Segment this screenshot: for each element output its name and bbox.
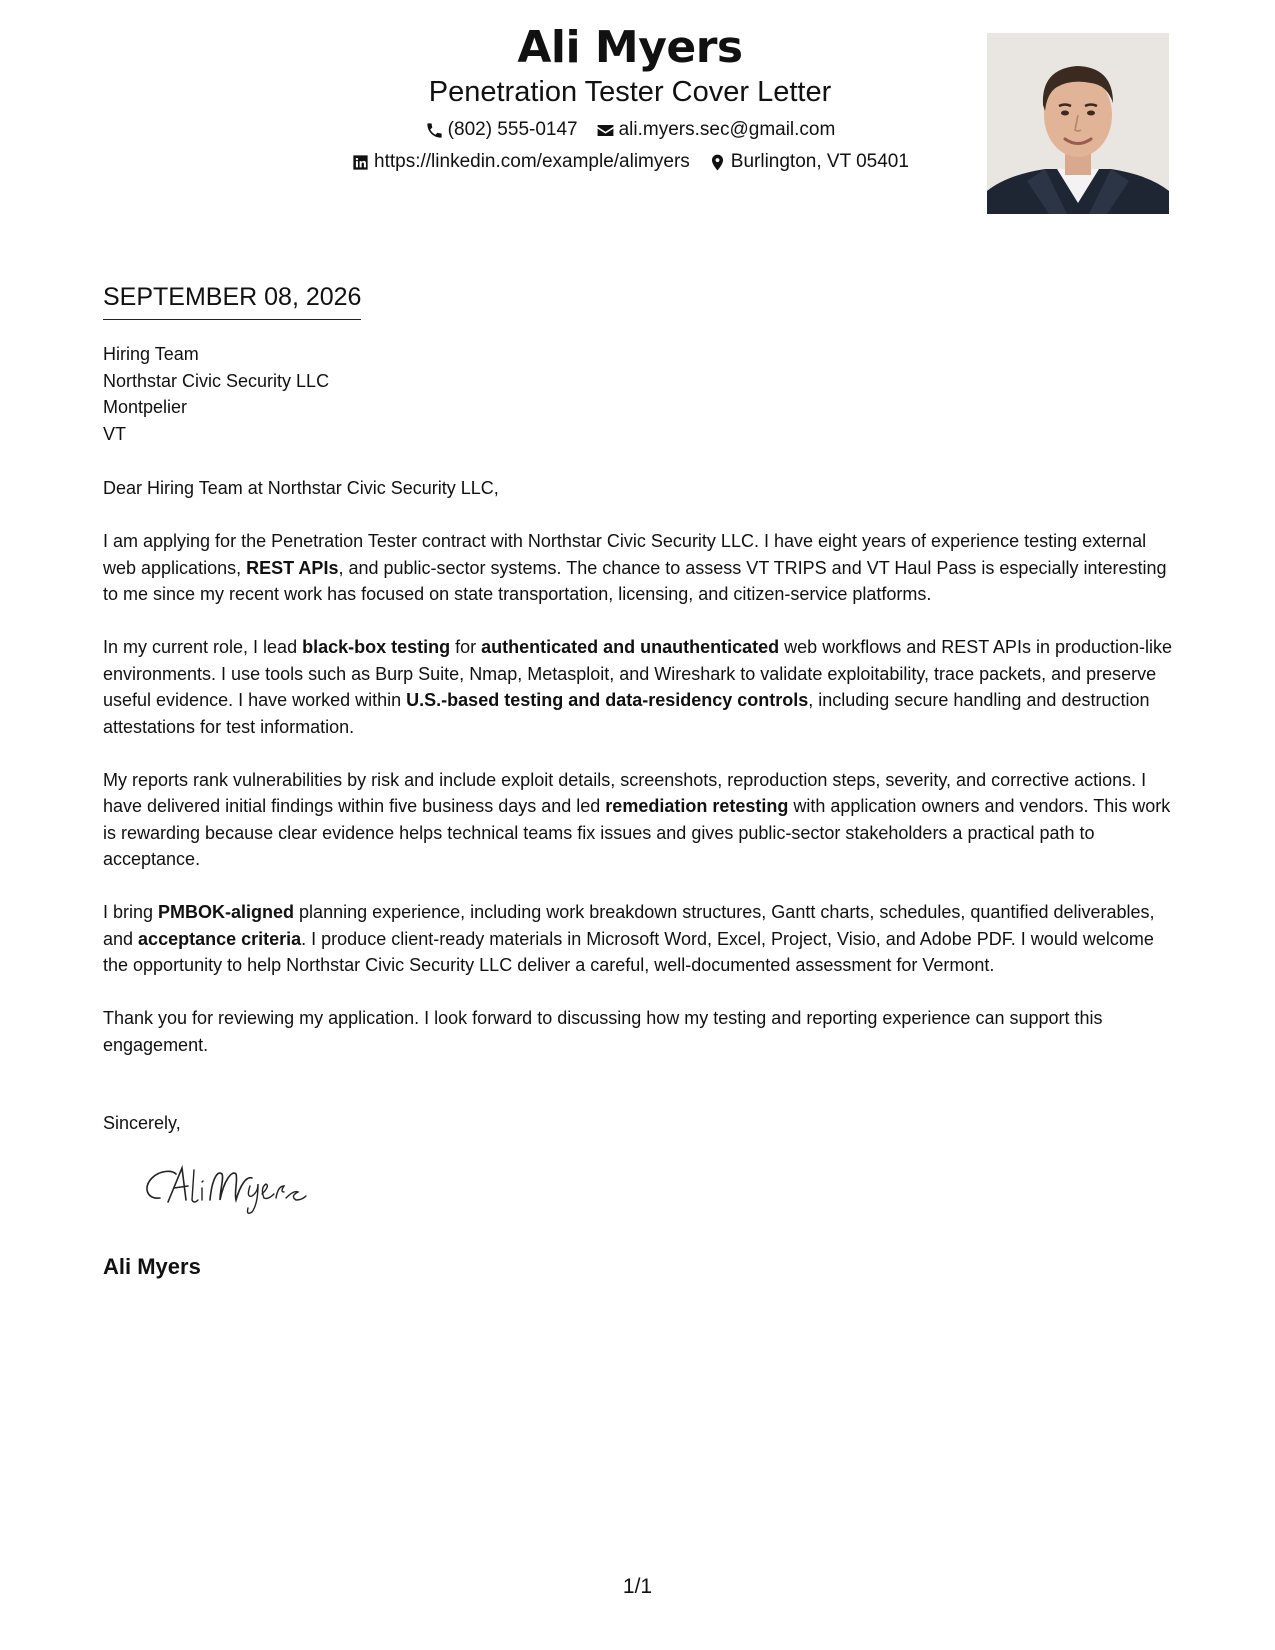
- contact-email[interactable]: [596, 118, 836, 142]
- contact-phone: [425, 118, 578, 142]
- contact-linkedin[interactable]: [351, 150, 690, 174]
- body-paragraph-3: [103, 767, 1178, 873]
- paragraph-emphasis: authenticated and unauthenticated: [481, 637, 780, 657]
- applicant-name: Ali Myers: [517, 22, 743, 73]
- paragraph-text: In my current role, I lead: [103, 637, 303, 657]
- profile-photo: [987, 33, 1169, 214]
- envelope-icon: [596, 121, 615, 140]
- closing-phrase: Sincerely,: [103, 1113, 181, 1133]
- paragraph-text: for: [450, 637, 482, 657]
- paragraph-text: I bring: [103, 902, 159, 922]
- body-paragraph-1: [103, 528, 1178, 608]
- paragraph-text: Thank you for reviewing my application. I look forward to discussing how my testing and reporting experience can support this engagement.: [103, 1008, 1103, 1055]
- paragraph-text: web workflows and REST APIs in production-like environments. I use tools such as Burp Suite, Nmap, Metasploit, and Wireshark to validate exploitability, trace packets, and preserve useful evidence. I have worked within: [103, 637, 1173, 710]
- paragraph-emphasis: black-box testing: [302, 637, 451, 657]
- map-pin-icon: [708, 153, 727, 172]
- letter-date-block: [103, 281, 361, 320]
- paragraph-text: , including secure handling and destruction attestations for test information.: [103, 690, 1150, 737]
- email-link[interactable]: ali.myers.sec@gmail.com: [618, 119, 836, 140]
- body-paragraph-2: [103, 634, 1178, 740]
- recipient-line: VT: [103, 423, 127, 444]
- paragraph-emphasis: remediation retesting: [605, 796, 789, 816]
- phone-icon: [425, 121, 444, 140]
- phone-text: (802) 555-0147: [447, 119, 578, 140]
- letter-date: SEPTEMBER 08, 2026: [103, 281, 361, 320]
- paragraph-emphasis: PMBOK-aligned: [158, 902, 295, 922]
- location-text: Burlington, VT 05401: [730, 151, 909, 172]
- recipient-line: Hiring Team: [103, 344, 199, 364]
- paragraph-emphasis: U.S.-based testing and data-residency controls: [406, 690, 809, 710]
- page-number: 1/1: [622, 1575, 653, 1598]
- recipient-line: Montpelier: [103, 397, 188, 417]
- paragraph-text: I am applying for the Penetration Tester contract with Northstar Civic Security LLC. I have eight years of experience testing external web applications,: [103, 531, 1147, 578]
- letter-body: [103, 475, 1178, 1085]
- paragraph-text: with application owners and vendors. This work is rewarding because clear evidence helps technical teams fix issues and gives public-sector stakeholders a practical path to acceptance.: [103, 796, 1171, 869]
- paragraph-emphasis: REST APIs: [246, 557, 339, 578]
- handwritten-signature: [138, 1158, 328, 1216]
- contact-location: [708, 150, 909, 174]
- linkedin-icon: [351, 153, 370, 172]
- paragraph-emphasis: acceptance criteria: [138, 928, 302, 949]
- linkedin-link[interactable]: https://linkedin.com/example/alimyers: [374, 151, 690, 172]
- recipient-line: Northstar Civic Security LLC: [103, 370, 330, 391]
- recipient-address: [103, 341, 329, 447]
- paragraph-text: . I produce client-ready materials in Microsoft Word, Excel, Project, Visio, and Adobe PDF. I would welcome the opportunity to help Northstar Civic Security LLC deliver a careful, well-documented assessment for Vermont.: [103, 928, 1154, 975]
- body-paragraph-5: [103, 1005, 1178, 1058]
- document-subtitle: Penetration Tester Cover Letter: [428, 76, 832, 108]
- salutation: Dear Hiring Team at Northstar Civic Security LLC,: [103, 478, 499, 498]
- paragraph-text: planning experience, including work breakdown structures, Gantt charts, schedules, quantified deliverables, and: [103, 902, 1155, 949]
- signer-name: Ali Myers: [103, 1254, 201, 1279]
- portrait-illustration: [987, 33, 1169, 214]
- paragraph-text: My reports rank vulnerabilities by risk and include exploit details, screenshots, reproduction steps, severity, and corrective actions. I have delivered initial findings within five business days and led: [103, 769, 1147, 816]
- paragraph-text: , and public-sector systems. The chance to assess VT TRIPS and VT Haul Pass is especially interesting to me since my recent work has focused on state transportation, licensing, and citizen-service platforms.: [103, 557, 1167, 604]
- body-paragraph-4: [103, 899, 1178, 979]
